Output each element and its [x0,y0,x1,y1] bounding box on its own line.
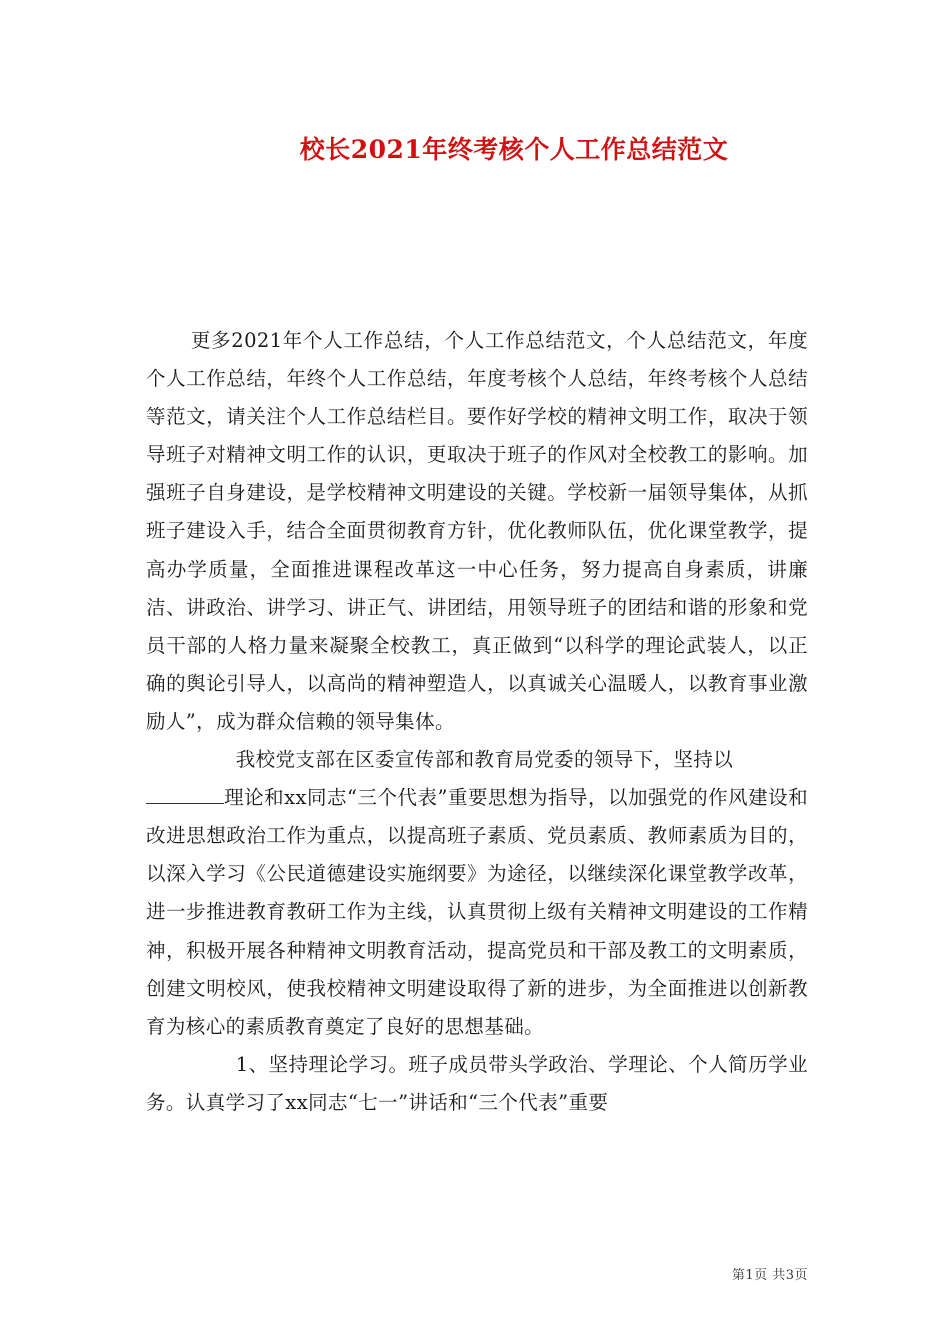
fill-in-blank [146,783,224,804]
paragraph-party-branch-body: 理论和xx同志“三个代表”重要思想为指导，以加强党的作风建设和改进思想政治工作为重点，以提高班子素质、党员素质、教师素质为目的，以深入学习《公民道德建设实施纲要》为途径，以继续深化课堂教学改革，进一步推进教育教研工作为主线，认真贯彻上级有关精神文明建设的工作精神，积极开展各种精神文明教育活动，提高党员和干部及教工的文明素质，创建文明校风，使我校精神文明建设取得了新的进步，为全面推进以创新教育为核心的素质教育奠定了良好的思想基础。 [146,786,808,1038]
paragraph-party-branch-lead: 我校党支部在区委宣传部和教育局党委的领导下，坚持以 [235,748,734,772]
paragraph-theory-study: 1、坚持理论学习。班子成员带头学政治、学理论、个人简历学业务。认真学习了xx同志“七一”讲话和“三个代表”重要 [146,1052,808,1114]
page-title: 校长2021年终考核个人工作总结范文 [299,135,729,164]
page-number: 第1页 共3页 [731,1268,808,1283]
paragraph-party-branch [146,741,808,1046]
document-body [146,322,808,1122]
paragraph-intro: 更多2021年个人工作总结，个人工作总结范文，个人总结范文，年度个人工作总结，年终个人工作总结，年度考核个人总结，年终考核个人总结等范文，请关注个人工作总结栏目。要作好学校的精神文明工作，取决于领导班子对精神文明工作的认识，更取决于班子的作风对全校教工的影响。加强班子自身建设，是学校精神文明建设的关键。学校新一届领导集体，从抓班子建设入手，结合全面贯彻教育方针，优化教师队伍，优化课堂教学，提高办学质量，全面推进课程改革这一中心任务，努力提高自身素质，讲廉洁、讲政治、讲学习、讲正气、讲团结，用领导班子的团结和谐的形象和党员干部的人格力量来凝聚全校教工，真正做到“以科学的理论武装人，以正确的舆论引导人，以高尚的精神塑造人，以真诚关心温暖人，以教育事业激励人”，成为群众信赖的领导集体。 [146,329,808,733]
